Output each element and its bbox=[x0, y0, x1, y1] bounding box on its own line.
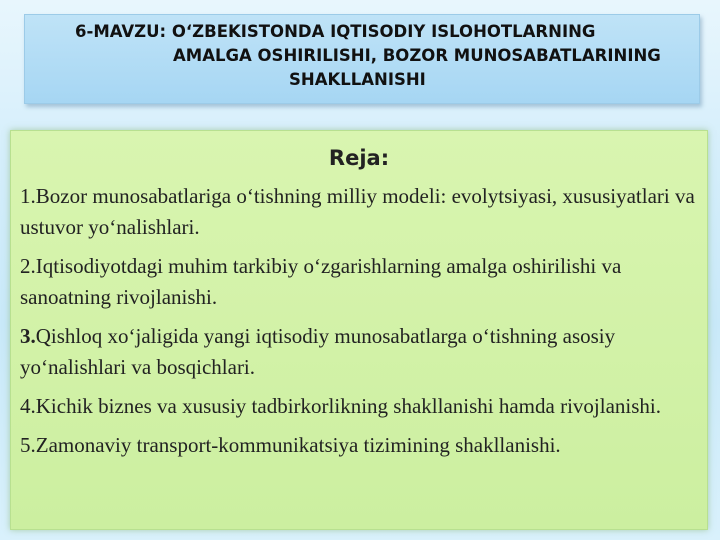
plan-item-number: 2. bbox=[20, 254, 36, 278]
slide-title-line-2: AMALGA OSHIRILISHI, BOZOR MUNOSABATLARINING bbox=[173, 46, 661, 65]
plan-item-2 bbox=[20, 251, 702, 313]
plan-item-3 bbox=[20, 321, 702, 383]
title-banner bbox=[24, 14, 700, 104]
plan-list bbox=[20, 181, 702, 469]
plan-heading: Reja: bbox=[328, 146, 390, 170]
plan-item-text: Zamonaviy transport-kommunikatsiya tizimining shakllanishi. bbox=[35, 433, 561, 457]
plan-item-text: Bozor munosabatlariga o‘tishning milliy modeli: evolytsiyasi, xususiyatlari va ustuvor yo‘nalishlari. bbox=[20, 184, 695, 239]
plan-item-text: Qishloq xo‘jaligida yangi iqtisodiy munosabatlarga o‘tishning asosiy yo‘nalishlari va bosqichlari. bbox=[20, 324, 616, 379]
plan-item-text: Iqtisodiyotdagi muhim tarkibiy o‘zgarishlarning amalga oshirilishi va sanoatning rivojlanishi. bbox=[20, 254, 622, 309]
plan-item-number: 3. bbox=[20, 324, 36, 348]
plan-item-text: Kichik biznes va xususiy tadbirkorlikning shakllanishi hamda rivojlanishi. bbox=[35, 394, 661, 418]
plan-item-4 bbox=[20, 391, 702, 422]
slide-title-line-3: SHAKLLANISHI bbox=[289, 70, 426, 89]
slide-title-line-1: 6-MAVZU: O‘ZBEKISTONDA IQTISODIY ISLOHOTLARNING bbox=[75, 22, 596, 41]
plan-item-number: 1. bbox=[20, 184, 36, 208]
plan-item-1 bbox=[20, 181, 702, 243]
plan-item-number: 4. bbox=[20, 394, 36, 418]
plan-item-number: 5. bbox=[20, 433, 36, 457]
plan-item-5 bbox=[20, 430, 702, 461]
plan-panel bbox=[10, 130, 708, 530]
